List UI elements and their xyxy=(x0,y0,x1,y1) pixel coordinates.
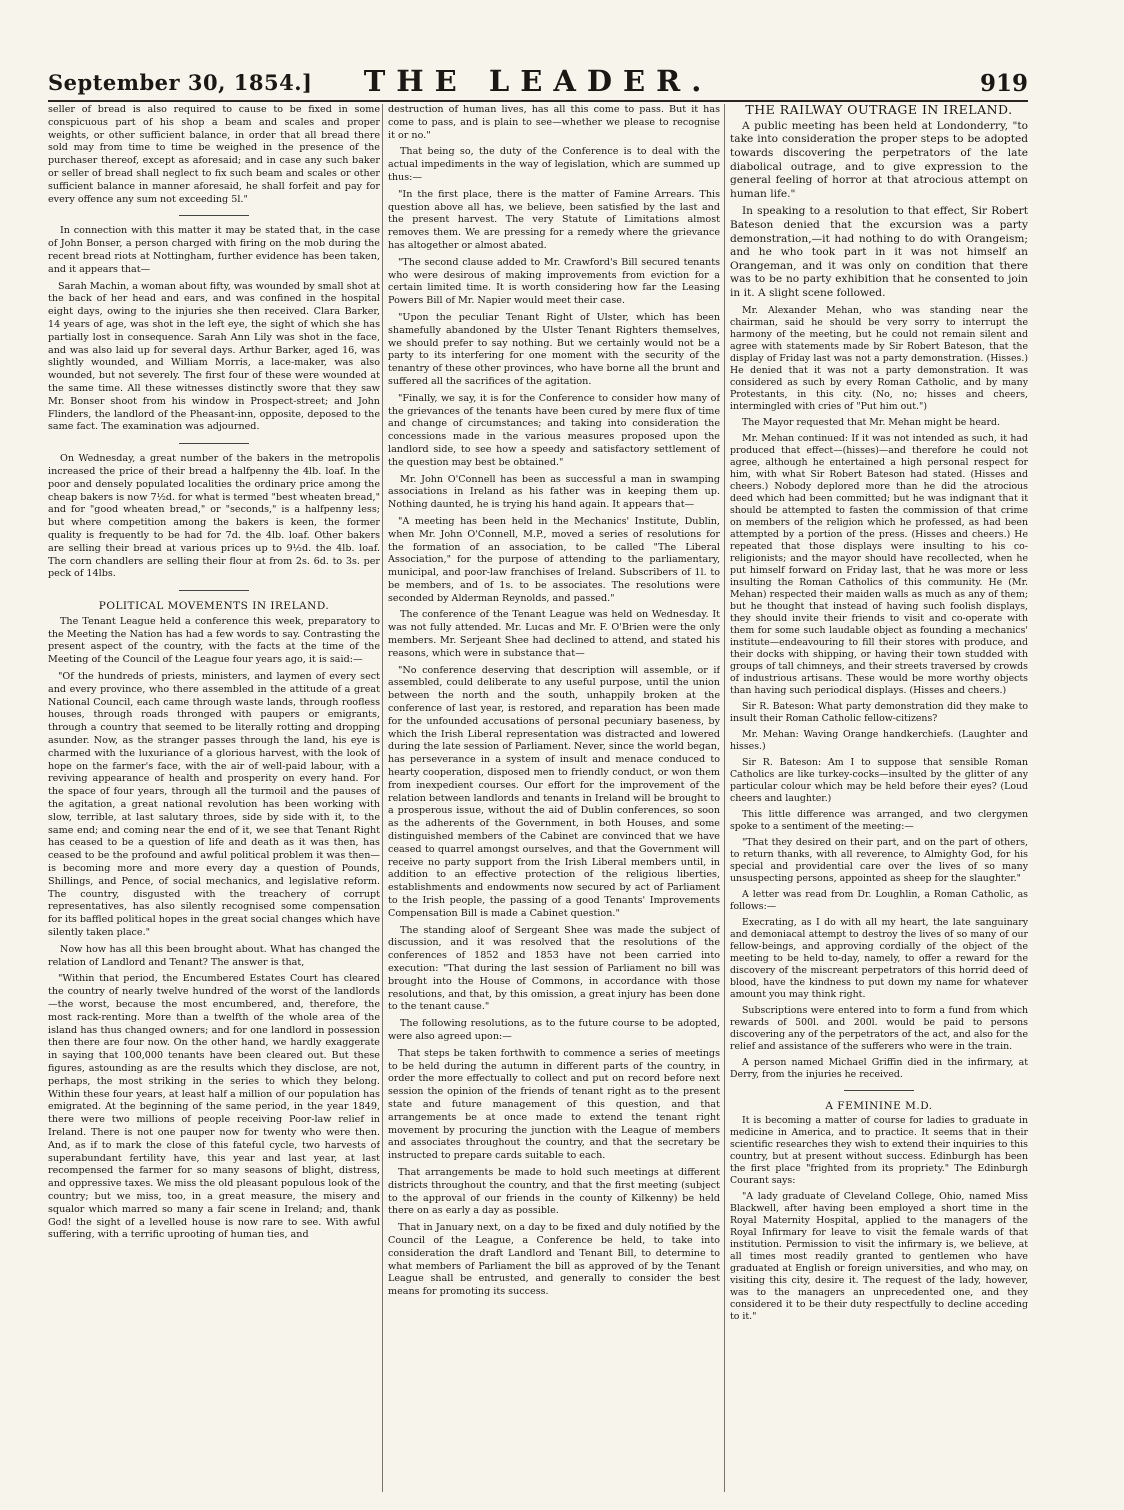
quote-paragraph: "The second clause added to Mr. Crawford's Bill secured tenants who were desirous of making improvements from eviction for a certain limited time. It is worth considering how far the Leasing Powers Bill of Mr. Napier would meet their case. xyxy=(388,256,720,307)
quote-paragraph: "Finally, we say, it is for the Conference to consider how many of the grievances of the tenants have been cured by mere flux of time and change of circumstances; and taking into consideration the concessions made in the various measures proposed upon the landlord side, to see how a speedy and satisfactory settlement of the question may best be obtained." xyxy=(388,392,720,468)
article-heading: POLITICAL MOVEMENTS IN IRELAND. xyxy=(98,600,330,613)
paragraph: Sir R. Bateson: Am I to suppose that sensible Roman Catholics are like turkey-cocks—insulted by the glitter of any particular colour which may be held before their eyes? (Loud cheers and laughter.) xyxy=(730,756,1028,804)
separator xyxy=(179,443,249,444)
paragraph: The following resolutions, as to the future course to be adopted, were also agreed upon:— xyxy=(388,1018,720,1042)
paragraph: On Wednesday, a great number of the bakers in the metropolis increased the price of their bread a halfpenny the 4lb. loaf. In the poor and densely populated localities the ordinary price among the cheap bakers is now 7½d. for what is termed "best wheaten bread," and for "good wheaten bread," or "seconds," is a halfpenny less; but where competition among the bakers is keen, the former quality is frequently to be had for 7d. the 4lb. loaf. Other bakers are selling their bread at various prices up to 9½d. the 4lb. loaf. The corn chandlers are selling their flour at from 2s. 6d. to 3s. per peck of 14lbs. xyxy=(48,453,380,580)
quote-paragraph: "That they desired on their part, and on the part of others, to return thanks, with all reverence, to Almighty God, for his special and providential care over the lives of so many unsuspecting persons, appointed as sheep for the slaughter." xyxy=(730,836,1028,884)
quote-paragraph: "No conference deserving that description will assemble, or if assembled, could deliberate to any useful purpose, until the union between the north and the south, unhappily broken at the conference of last year, is restored, and reparation has been made for the unfounded accusations of personal pecuniary baseness, by which the Irish Liberal representation was distracted and lowered during the late session of Parliament. Never, since the world began, has perseverance in a system of insult and menace conduced to hearty cooperation, disposed men to friendly conduct, or won them from inexpedient courses. Our effort for the improvement of the relation between landlords and tenants in Ireland will be brought to a prosperous issue, without the aid of Dublin conferences, so soon as the adherents of the Government, in both Houses, and some distinguished members of the Cabinet are convinced that we have ceased to quarrel amongst ourselves, and that the Government will receive no party support from the Irish Liberal members until, in addition to an effective protection of the religious liberties, establishments and endowments now secured by act of Parliament to the Irish people, the passing of a good Tenants' Improvements Compensation Bill is made a Cabinet question." xyxy=(388,664,720,919)
separator xyxy=(179,215,249,216)
paragraph: The conference of the Tenant League was held on Wednesday. It was not fully attended. Mr. Lucas and Mr. F. O'Brien were the only members. Mr. Serjeant Shee had declined to attend, and stated his reasons, which were in substance that— xyxy=(388,609,720,659)
newspaper-title: THE LEADER. xyxy=(363,64,713,98)
paragraph: Subscriptions were entered into to form a fund from which rewards of 500l. and 200l. would be paid to persons discovering any of the perpetrators of the act, and also for the relief and assistance of the sufferers who were in the train. xyxy=(730,1004,1028,1052)
quote-paragraph: "In the first place, there is the matter of Famine Arrears. This question above all has, we believe, been satisfied by the last and the present harvest. The very Statute of Limitations almost removes them. We are pressing for a remedy where the grievance has altogether or almost abated. xyxy=(388,188,720,251)
masthead-rule xyxy=(48,100,1028,102)
paragraph: Mr. John O'Connell has been as successful a man in swamping associations in Ireland as his father was in keeping them up. Nothing daunted, he is trying his hand again. It appears that— xyxy=(388,473,720,511)
paragraph: In connection with this matter it may be stated that, in the case of John Bonser, a person charged with firing on the mob during the recent bread riots at Nottingham, further evidence has been taken, and it appears that— xyxy=(48,225,380,275)
paragraph: That being so, the duty of the Conference is to deal with the actual impediments in the way of legislation, which are summed up thus:— xyxy=(388,146,720,183)
paragraph: Mr. Mehan: Waving Orange handkerchiefs. (Laughter and hisses.) xyxy=(730,728,1028,752)
paragraph: Sir R. Bateson: What party demonstration did they make to insult their Roman Catholic fellow-citizens? xyxy=(730,700,1028,724)
quote-paragraph: "Of the hundreds of priests, ministers, and laymen of every sect and every province, who there assembled in the attitude of a great National Council, each came through waste lands, through roofless houses, through roads thronged with paupers or emigrants, through a country that seemed to be literally rotting and dropping asunder. Now, as the stranger passes through the land, his eye is charmed with the luxuriance of a glorious harvest, with the look of hope on the farmer's face, with the air of well-paid labour, with a reviving appearance of health and prosperity on every hand. For the space of four years, through all the turmoil and the pauses of the agitation, a great national revolution has been working with slow, terrible, at last salutary throes, side by side with it, to the same end; and coming near the end of it, we see that Tenant Right has ceased to be a question of life and death as it was then, has ceased to be the profound and awful political problem it was then—is becoming more and more every day a question of Pounds, Shillings, and Pence, of social mechanics, and legislative reform. The country, disgusted with the treachery of corrupt representatives, has also silently recognised some compensation for its baffled political hopes in the great social changes which have silently taken place." xyxy=(48,671,380,939)
paragraph: Mr. Alexander Mehan, who was standing near the chairman, said he should be very sorry to interrupt the harmony of the meeting, but he could not remain silent and agree with statements made by Sir Robert Bateson, that the display of Friday last was not a party demonstration. (Hisses.) He denied that it was not a party demonstration. It was considered as such by every Roman Catholic, and by many Protestants, in this city. (No, no; hisses and cheers, intermingled with cries of "Put him out.") xyxy=(730,304,1028,412)
quote-paragraph: That in January next, on a day to be fixed and duly notified by the Council of the League, a Conference be held, to take into consideration the draft Landlord and Tenant Bill, to determine to what members of Parliament the bill as approved of by the Tenant League shall be entrusted, and generally to consider the best means for promoting its success. xyxy=(388,1222,720,1298)
paragraph: Mr. Mehan continued: If it was not intended as such, it had produced that effect—(hisses)—and therefore he could not agree, although he entertained a high personal respect for him, with what Sir Robert Bateson had stated. (Hisses and cheers.) Nobody deplored more than he did the atrocious deed which had been committed; but he was indignant that it should be attempted to fasten the commission of that crime on members of the religion which he professed, as had been attempted by a portion of the press. (Hisses and cheers.) He repeated that those displays were insulting to his co-religionists; and the mayor should have recollected, when he put himself forward on Friday last, that he was more or less insulting the Roman Catholics of this community. He (Mr. Mehan) respected their maiden walls as much as any of them; but he thought that instead of having such foolish displays, they should invite their friends to visit and co-operate with them for some such laudable object as founding a mechanics' institute—endeavouring to fill their stores with produce, and their docks with shipping, or having their town studded with groups of tall chimneys, and their streets traversed by crowds of industrious artisans. These would be more worthy objects than having such periodical displays. (Hisses and cheers.) xyxy=(730,432,1028,696)
paragraph: The standing aloof of Sergeant Shee was made the subject of discussion, and it was resolved that the resolutions of the conferences of 1852 and 1853 have not been carried into execution: "That during the last session of Parliament no bill was brought into the House of Commons, in accordance with those resolutions, and that, by this omission, a great injury has been done to the tenant cause." xyxy=(388,924,720,1013)
paragraph: A letter was read from Dr. Loughlin, a Roman Catholic, as follows:— xyxy=(730,888,1028,912)
paragraph: The Tenant League held a conference this week, preparatory to the Meeting the Nation has had a few words to say. Contrasting the present aspect of the country, with the facts at the time of the Meeting of the Council of the League four years ago, it is said:— xyxy=(48,615,380,666)
issue-date: September 30, 1854.] xyxy=(48,70,313,95)
paragraph: Sarah Machin, a woman about fifty, was wounded by small shot at the back of her head and ears, and was confined in the hospital eight days, owing to the injuries she then received. Clara Barker, 14 years of age, was shot in the left eye, the sight of which she has partially lost in consequence. Sarah Ann Lily was shot in the face, and was also laid up for several days. Arthur Barker, aged 16, was slightly wounded, and William Morris, a lace-maker, was also wounded, but not severely. The first four of these were wounded at the same time. All these witnesses distinctly swore that they saw Mr. Bonser shoot from his window in Prospect-street; and John Flinders, the landlord of the Pheasant-inn, opposite, deposed to the same fact. The examination was adjourned. xyxy=(48,280,380,433)
column-divider xyxy=(382,104,383,1492)
quote-paragraph: That arrangements be made to hold such meetings at different districts throughout the country, and that the first meeting (subject to the approval of our friends in the county of Kilkenny) be held there on as early a day as possible. xyxy=(388,1166,720,1217)
paragraph: This little difference was arranged, and two clergymen spoke to a sentiment of the meeting:— xyxy=(730,808,1028,832)
paragraph: It is becoming a matter of course for ladies to graduate in medicine in America, and to practice. It seems that in their scientific researches they wish to extend their inquiries to this country, but at present without success. Edinburgh has been the first place "frighted from its propriety." The Edinburgh Courant says: xyxy=(730,1115,1028,1187)
masthead xyxy=(48,64,1028,98)
column-1 xyxy=(48,104,380,1496)
paragraph: seller of bread is also required to cause to be fixed in some conspicuous part of his shop a beam and scales and proper weights, or other sufficient balance, in order that all bread there sold may from time to time be weighed in the presence of the purchaser thereof, except as aforesaid; and in case any such baker or seller of bread shall neglect to fix such beam and scales or other sufficient balance in manner aforesaid, he shall forfeit and pay for every offence any sum not exceeding 5l." xyxy=(48,104,380,205)
quote-paragraph: "Upon the peculiar Tenant Right of Ulster, which has been shamefully abandoned by the Ulster Tenant Righters themselves, we should prefer to say nothing. But we certainly would not be a party to its interfering for one moment with the security of the tenantry of these other provinces, who have borne all the brunt and suffered all the sacrifices of the agitation. xyxy=(388,311,720,387)
article-heading: A FEMININE M.D. xyxy=(825,1099,933,1112)
separator xyxy=(844,1090,914,1091)
paragraph: A public meeting has been held at Londonderry, "to take into consideration the proper steps to be adopted towards discovering the perpetrators of the late diabolical outrage, and to give expression to the general feeling of horror at that atrocious attempt on human life." xyxy=(730,119,1028,200)
paragraph: The Mayor requested that Mr. Mehan might be heard. xyxy=(742,416,1000,428)
column-divider xyxy=(724,104,725,1492)
quote-paragraph: That steps be taken forthwith to commence a series of meetings to be held during the autumn in different parts of the country, in order the more effectually to collect and put on record before next session the opinion of the friends of tenant right as to the present state and future management of this question, and that arrangements be at once made to extend the tenant right movement by procuring the junction with the League of members and associates throughout the country, and that the secretary be instructed to prepare cards suitable to each. xyxy=(388,1047,720,1162)
paragraph: Now how has all this been brought about. What has changed the relation of Landlord and Tenant? The answer is that, xyxy=(48,943,380,968)
quote-paragraph: "A lady graduate of Cleveland College, Ohio, named Miss Blackwell, after having been employed a short time in the Royal Maternity Hospital, applied to the managers of the Royal Infirmary for leave to visit the female wards of that institution. Permission to visit the infirmary is, we believe, at all times most readily granted to gentlemen who have graduated at English or foreign universities, and who may, on visiting this city, desire it. The request of the lady, however, was to the managers an unprecedented one, and they considered it to be their duty respectfully to decline acceding to it." xyxy=(730,1191,1028,1323)
quote-paragraph: Execrating, as I do with all my heart, the late sanguinary and demoniacal attempt to destroy the lives of so many of our fellow-beings, and approving cordially of the object of the meeting to be held to-day, namely, to offer a reward for the discovery of the miscreant perpetrators of this horrid deed of blood, have the kindness to put down my name for whatever amount you may think right. xyxy=(730,916,1028,1000)
column-2 xyxy=(388,104,720,1496)
article-heading: THE RAILWAY OUTRAGE IN IRELAND. xyxy=(745,104,1013,117)
paragraph: In speaking to a resolution to that effect, Sir Robert Bateson denied that the excursion was a party demonstration,—it had nothing to do with Orangeism; and he who took part in it was not himself an Orangeman, and it was only on condition that there was to be no party exhibition that he consented to join in it. A slight scene followed. xyxy=(730,205,1028,299)
quote-paragraph: "A meeting has been held in the Mechanics' Institute, Dublin, when Mr. John O'Connell, M.P., moved a series of resolutions for the formation of an association, to be called "The Liberal Association," for the purpose of attending to the parliamentary, municipal, and poor-law franchises of Ireland. Subscribers of 1l. to be members, and of 1s. to be associates. The resolutions were seconded by Alderman Reynolds, and passed." xyxy=(388,515,720,604)
paragraph: destruction of human lives, has all this come to pass. But it has come to pass, and is plain to see—whether we please to recognise it or no." xyxy=(388,104,720,141)
separator xyxy=(179,590,249,591)
column-3 xyxy=(730,104,1028,1496)
paragraph: A person named Michael Griffin died in the infirmary, at Derry, from the injuries he received. xyxy=(730,1056,1028,1080)
quote-paragraph: "Within that period, the Encumbered Estates Court has cleared the country of nearly twelve hundred of the worst of the landlords—the worst, because the most encumbered, and, therefore, the most rack-renting. More than a twelfth of the whole area of the island has thus changed owners; and for one landlord in possession then there are four now. On the other hand, we hardly exaggerate in saying that 100,000 tenants have been cleared out. But these figures, astounding as are the results which they disclose, are not, perhaps, the most striking in the series to which they belong. Within these four years, at least half a million of our population has emigrated. At the beginning of the same period, in the year 1849, there were two millions of people receiving Poor-law relief in Ireland. There is not one pauper now for twenty who were then. And, as if to mark the close of this fateful cycle, two harvests of superabundant fertility have, this year and last year, at last recompensed the farmer for so many seasons of blight, distress, and oppressive taxes. We miss the old pleasant populous look of the country; but we miss, too, in a great measure, the misery and squalor which marred so many a fair scene in Ireland; and, thank God! the sight of a levelled house is now rare to see. With awful suffering, with a terrific uprooting of human ties, and xyxy=(48,973,380,1241)
page-number: 919 xyxy=(979,70,1028,97)
